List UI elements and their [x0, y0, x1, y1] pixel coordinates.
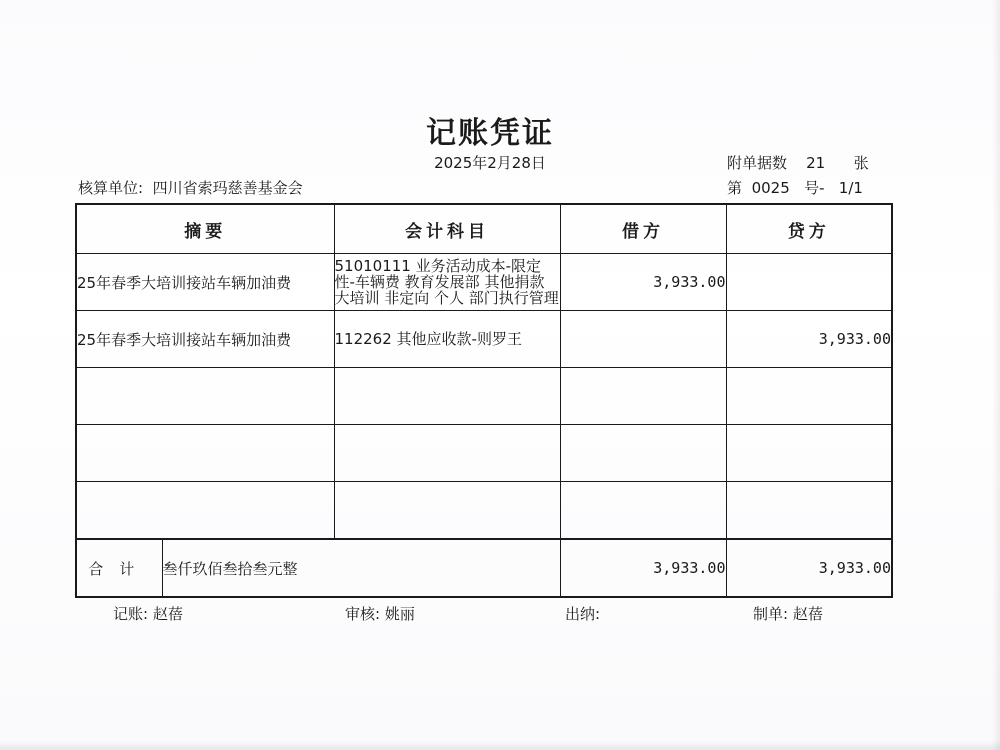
- voucher-prefix: 第: [727, 179, 743, 197]
- scan-edge-right: [992, 0, 1000, 750]
- debit-cell: [560, 368, 726, 425]
- column-header-debit: 借方: [560, 204, 726, 254]
- total-row: [76, 539, 892, 597]
- reviewer-name: 姚丽: [384, 605, 415, 623]
- summary-cell: [76, 482, 334, 540]
- total-credit: 3,933.00: [726, 539, 892, 597]
- bookkeeper-signature: [113, 603, 183, 624]
- attachment-info: [727, 152, 869, 173]
- column-header-account: 会计科目: [334, 204, 560, 254]
- account-cell: [334, 425, 560, 482]
- debit-cell: [560, 482, 726, 540]
- debit-cell: [560, 311, 726, 368]
- summary-cell: 25年春季大培训接站车辆加油费: [76, 311, 334, 368]
- credit-cell: [726, 482, 892, 540]
- attachment-label: 附单据数: [727, 154, 788, 172]
- table-row: [76, 482, 892, 540]
- bookkeeper-label: 记账:: [113, 605, 149, 623]
- column-header-summary: 摘要: [76, 204, 334, 254]
- preparer-name: 赵蓓: [792, 605, 823, 623]
- cashier-signature: [565, 603, 605, 624]
- attachment-count: 21: [806, 154, 826, 172]
- credit-cell: [726, 368, 892, 425]
- bookkeeper-name: 赵蓓: [152, 605, 183, 623]
- debit-cell: 3,933.00: [560, 254, 726, 311]
- table-row: [76, 368, 892, 425]
- total-label: 合计: [76, 539, 162, 597]
- unit-name: 四川省索玛慈善基金会: [152, 179, 303, 197]
- reviewer-label: 审核:: [345, 605, 381, 623]
- preparer-label: 制单:: [753, 605, 789, 623]
- summary-cell: 25年春季大培训接站车辆加油费: [76, 254, 334, 311]
- voucher-date: 2025年2月28日: [434, 154, 546, 172]
- page-indicator: 1/1: [838, 179, 863, 197]
- table-row: [76, 254, 892, 311]
- account-cell: 51010111 业务活动成本-限定性-车辆费 教育发展部 其他捐款 大培训 非定向 个人 部门执行管理: [334, 254, 560, 311]
- unit-label: 核算单位:: [78, 179, 144, 197]
- reviewer-signature: [345, 603, 415, 624]
- voucher-table: [75, 203, 893, 598]
- voucher-title: 记账凭证: [426, 116, 554, 151]
- column-header-credit: 贷方: [726, 204, 892, 254]
- credit-cell: [726, 254, 892, 311]
- table-row: [76, 311, 892, 368]
- scan-edge-bottom: [0, 740, 1000, 750]
- summary-cell: [76, 368, 334, 425]
- table-header-row: [76, 204, 892, 254]
- attachment-unit: 张: [853, 154, 869, 172]
- total-debit: 3,933.00: [560, 539, 726, 597]
- total-amount-in-words: 叁仟玖佰叁拾叁元整: [162, 539, 560, 597]
- credit-cell: [726, 425, 892, 482]
- preparer-signature: [753, 603, 823, 624]
- table-row: [76, 425, 892, 482]
- summary-cell: [76, 425, 334, 482]
- account-cell: 112262 其他应收款-则罗王: [334, 311, 560, 368]
- account-cell: [334, 482, 560, 540]
- debit-cell: [560, 425, 726, 482]
- accounting-unit: [78, 177, 303, 198]
- voucher-number: 0025: [751, 179, 790, 197]
- voucher-number-line: [727, 177, 863, 198]
- voucher-suffix: 号-: [804, 179, 825, 197]
- cashier-label: 出纳:: [565, 605, 601, 623]
- account-cell: [334, 368, 560, 425]
- credit-cell: 3,933.00: [726, 311, 892, 368]
